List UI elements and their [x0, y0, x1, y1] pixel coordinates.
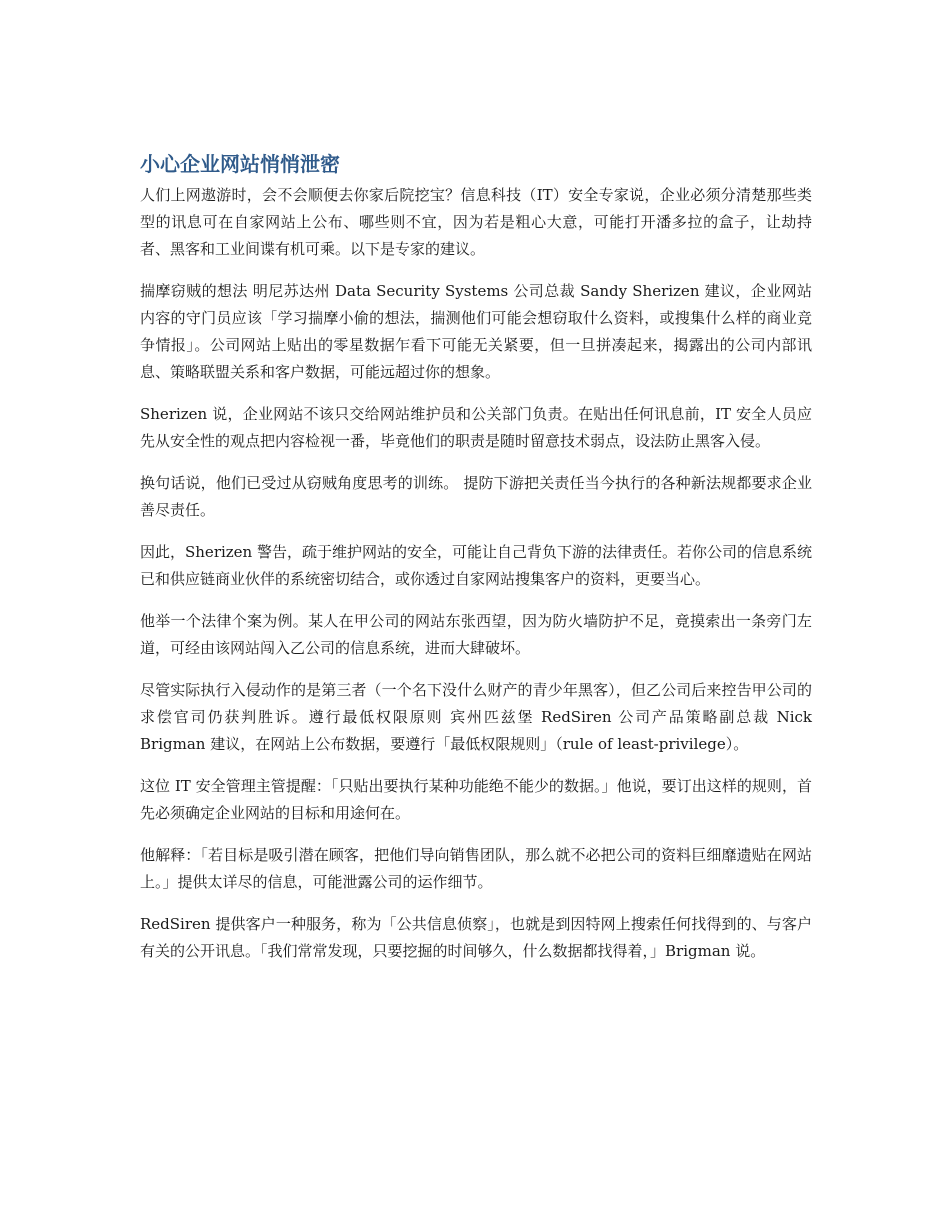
article-paragraph: Sherizen 说，企业网站不该只交给网站维护员和公关部门负责。在贴出任何讯息前，IT 安全人员应先从安全性的观点把内容检视一番，毕竟他们的职责是随时留意技术弱点，设法防止黑客入侵。: [140, 405, 812, 450]
article-paragraph: 因此，Sherizen 警告，疏于维护网站的安全，可能让自己背负下游的法律责任。若你公司的信息系统已和供应链商业伙伴的系统密切结合，或你透过自家网站搜集客户的资料，更要当心。: [140, 543, 812, 588]
article-paragraph: 尽管实际执行入侵动作的是第三者（一个名下没什么财产的青少年黑客），但乙公司后来控告甲公司的求偿官司仍获判胜诉。遵行最低权限原则 宾州匹兹堡 RedSiren 公司产品策略副总裁 Nick Brigman 建议，在网站上公布数据，要遵行「最低权限规则」（rule of least-privilege）。: [140, 681, 812, 753]
article-paragraph: RedSiren 提供客户一种服务，称为「公共信息侦察」，也就是到因特网上搜索任何找得到的、与客户有关的公开讯息。「我们常常发现，只要挖掘的时间够久，什么数据都找得着，」Brigman 说。: [140, 915, 812, 960]
article: [140, 150, 812, 980]
article-paragraph: 他解释：「若目标是吸引潜在顾客，把他们导向销售团队，那么就不必把公司的资料巨细靡遗贴在网站上。」提供太详尽的信息，可能泄露公司的运作细节。: [140, 846, 812, 891]
article-paragraph: 这位 IT 安全管理主管提醒：「只贴出要执行某种功能绝不能少的数据。」他说，要订出这样的规则，首先必须确定企业网站的目标和用途何在。: [140, 777, 812, 822]
article-paragraph: 换句话说，他们已受过从窃贼角度思考的训练。 提防下游把关责任当今执行的各种新法规都要求企业善尽责任。: [140, 474, 812, 519]
article-title: 小心企业网站悄悄泄密: [140, 152, 340, 176]
article-paragraph: 揣摩窃贼的想法 明尼苏达州 Data Security Systems 公司总裁 Sandy Sherizen 建议，企业网站内容的守门员应该「学习揣摩小偷的想法，揣测他们可能会想窃取什么资料，或搜集什么样的商业竞争情报」。公司网站上贴出的零星数据乍看下可能无关紧要，但一旦拼凑起来，揭露出的公司内部讯息、策略联盟关系和客户数据，可能远超过你的想象。: [140, 282, 812, 381]
article-paragraph: 他举一个法律个案为例。某人在甲公司的网站东张西望，因为防火墙防护不足，竟摸索出一条旁门左道，可经由该网站闯入乙公司的信息系统，进而大肆破坏。: [140, 612, 812, 657]
article-paragraph: 人们上网遨游时，会不会顺便去你家后院挖宝？信息科技（IT）安全专家说，企业必须分清楚那些类型的讯息可在自家网站上公布、哪些则不宜，因为若是粗心大意，可能打开潘多拉的盒子，让劫持者、黑客和工业间谍有机可乘。以下是专家的建议。: [140, 186, 812, 258]
